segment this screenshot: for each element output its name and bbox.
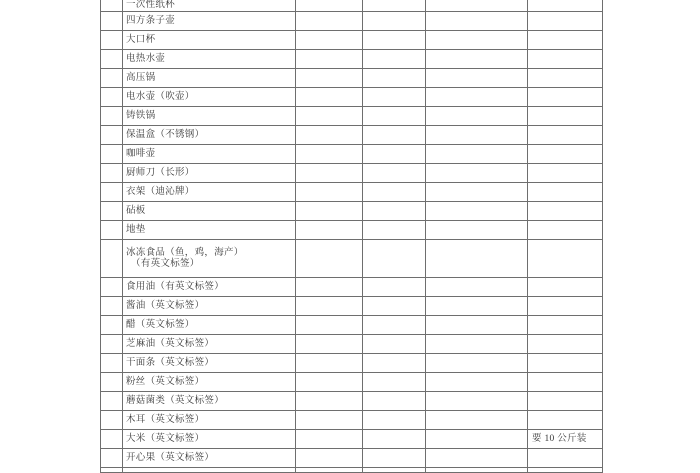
seq-cell — [101, 468, 123, 473]
item-name-cell — [123, 297, 296, 316]
empty-cell — [296, 88, 363, 107]
empty-cell — [296, 297, 363, 316]
note-cell — [528, 221, 603, 240]
seq-cell — [101, 69, 123, 88]
empty-cell — [296, 335, 363, 354]
empty-cell — [296, 240, 363, 278]
seq-cell — [101, 50, 123, 69]
empty-cell — [363, 430, 426, 449]
empty-cell — [426, 31, 528, 50]
item-name-text: 保温盒（不锈钢） — [126, 129, 205, 140]
item-name-text: 衣架（迪沁牌） — [126, 186, 195, 197]
table-row — [101, 50, 603, 69]
empty-cell — [296, 221, 363, 240]
packing-table-body — [101, 0, 603, 473]
item-name-text: 酱油（英文标签） — [126, 300, 205, 311]
note-cell — [528, 183, 603, 202]
empty-cell — [363, 335, 426, 354]
empty-cell — [296, 430, 363, 449]
seq-cell — [101, 392, 123, 411]
empty-cell — [363, 240, 426, 278]
empty-cell — [296, 468, 363, 473]
note-cell — [528, 449, 603, 468]
empty-cell — [296, 183, 363, 202]
seq-cell — [101, 12, 123, 31]
item-name-cell — [123, 468, 296, 473]
empty-cell — [296, 278, 363, 297]
empty-cell — [426, 12, 528, 31]
seq-cell — [101, 31, 123, 50]
note-cell — [528, 316, 603, 335]
note-cell — [528, 430, 603, 449]
item-name-cell — [123, 354, 296, 373]
seq-cell — [101, 88, 123, 107]
item-name-text: 一次性纸杯 — [126, 0, 176, 10]
table-row — [101, 335, 603, 354]
item-name-text: 开心果（英文标签） — [126, 452, 215, 463]
table-row — [101, 107, 603, 126]
table-row — [101, 202, 603, 221]
empty-cell — [426, 202, 528, 221]
empty-cell — [363, 221, 426, 240]
empty-cell — [296, 126, 363, 145]
item-name-cell — [123, 164, 296, 183]
item-name-cell — [123, 0, 296, 12]
seq-cell — [101, 164, 123, 183]
empty-cell — [426, 88, 528, 107]
item-name-cell — [123, 202, 296, 221]
empty-cell — [363, 31, 426, 50]
note-cell — [528, 278, 603, 297]
note-cell — [528, 297, 603, 316]
item-name-text: 四方条子壶 — [126, 15, 176, 26]
seq-cell — [101, 278, 123, 297]
empty-cell — [363, 126, 426, 145]
empty-cell — [426, 297, 528, 316]
item-name-cell — [123, 316, 296, 335]
seq-cell — [101, 202, 123, 221]
table-row — [101, 88, 603, 107]
empty-cell — [426, 449, 528, 468]
note-cell — [528, 392, 603, 411]
empty-cell — [363, 449, 426, 468]
item-name-text: 电热水壶 — [126, 53, 166, 64]
seq-cell — [101, 335, 123, 354]
item-name-cell — [123, 335, 296, 354]
item-name-cell — [123, 430, 296, 449]
seq-cell — [101, 183, 123, 202]
table-row — [101, 164, 603, 183]
seq-cell — [101, 221, 123, 240]
item-name-text: 木耳（英文标签） — [126, 414, 205, 425]
item-name-cell — [123, 107, 296, 126]
item-name-text-line2: （有英文标签） — [131, 258, 200, 269]
note-cell — [528, 31, 603, 50]
empty-cell — [363, 0, 426, 12]
empty-cell — [363, 145, 426, 164]
empty-cell — [296, 145, 363, 164]
seq-cell — [101, 107, 123, 126]
note-cell — [528, 411, 603, 430]
empty-cell — [363, 183, 426, 202]
table-row — [101, 430, 603, 449]
empty-cell — [363, 88, 426, 107]
empty-cell — [296, 449, 363, 468]
empty-cell — [426, 468, 528, 473]
table-row — [101, 31, 603, 50]
empty-cell — [426, 240, 528, 278]
note-cell — [528, 202, 603, 221]
table-row — [101, 468, 603, 473]
table-row — [101, 411, 603, 430]
item-name-text: 干面条（英文标签） — [126, 357, 215, 368]
empty-cell — [426, 164, 528, 183]
seq-cell — [101, 0, 123, 12]
item-name-text: 食用油（有英文标签） — [126, 281, 225, 292]
empty-cell — [363, 69, 426, 88]
seq-cell — [101, 449, 123, 468]
seq-cell — [101, 316, 123, 335]
empty-cell — [426, 316, 528, 335]
empty-cell — [296, 354, 363, 373]
seq-cell — [101, 373, 123, 392]
empty-cell — [296, 107, 363, 126]
empty-cell — [363, 373, 426, 392]
empty-cell — [426, 392, 528, 411]
note-cell — [528, 468, 603, 473]
item-name-cell — [123, 411, 296, 430]
note-cell — [528, 88, 603, 107]
item-name-cell — [123, 221, 296, 240]
note-text: 要 10 公斤装 — [532, 433, 587, 444]
table-row — [101, 373, 603, 392]
table-row — [101, 278, 603, 297]
item-name-cell — [123, 183, 296, 202]
packing-list-table — [100, 0, 603, 473]
empty-cell — [296, 392, 363, 411]
note-cell — [528, 164, 603, 183]
empty-cell — [363, 12, 426, 31]
note-cell — [528, 126, 603, 145]
item-name-text: 芝麻油（英文标签） — [126, 338, 215, 349]
note-cell — [528, 240, 603, 278]
item-name-text: 粉丝（英文标签） — [126, 376, 205, 387]
empty-cell — [363, 411, 426, 430]
empty-cell — [296, 373, 363, 392]
empty-cell — [363, 297, 426, 316]
empty-cell — [363, 354, 426, 373]
table-row — [101, 183, 603, 202]
empty-cell — [363, 468, 426, 473]
table-row — [101, 12, 603, 31]
empty-cell — [426, 430, 528, 449]
note-cell — [528, 335, 603, 354]
note-cell — [528, 373, 603, 392]
note-cell — [528, 145, 603, 164]
item-name-text: 大米（英文标签） — [126, 433, 205, 444]
empty-cell — [363, 202, 426, 221]
table-row — [101, 126, 603, 145]
item-name-cell — [123, 31, 296, 50]
item-name-text: 高压锅 — [126, 72, 156, 83]
empty-cell — [296, 316, 363, 335]
table-row — [101, 354, 603, 373]
item-name-cell — [123, 373, 296, 392]
table-row — [101, 240, 603, 278]
empty-cell — [426, 107, 528, 126]
empty-cell — [426, 0, 528, 12]
empty-cell — [426, 373, 528, 392]
item-name-text: 厨师刀（长形） — [126, 167, 195, 178]
empty-cell — [296, 31, 363, 50]
empty-cell — [426, 69, 528, 88]
empty-cell — [296, 12, 363, 31]
item-name-text: 电水壶（吹壶） — [126, 91, 195, 102]
item-name-cell — [123, 449, 296, 468]
empty-cell — [363, 392, 426, 411]
table-row — [101, 297, 603, 316]
table-row — [101, 69, 603, 88]
note-cell — [528, 0, 603, 12]
empty-cell — [296, 69, 363, 88]
item-name-text: 砧板 — [126, 205, 146, 216]
seq-cell — [101, 297, 123, 316]
item-name-cell — [123, 126, 296, 145]
item-name-cell — [123, 69, 296, 88]
empty-cell — [296, 164, 363, 183]
note-cell — [528, 12, 603, 31]
seq-cell — [101, 240, 123, 278]
item-name-cell — [123, 12, 296, 31]
item-name-text: 醋（英文标签） — [126, 319, 195, 330]
empty-cell — [426, 354, 528, 373]
table-row — [101, 221, 603, 240]
empty-cell — [363, 164, 426, 183]
item-name-cell — [123, 240, 296, 278]
empty-cell — [363, 107, 426, 126]
empty-cell — [426, 126, 528, 145]
table-row — [101, 0, 603, 12]
seq-cell — [101, 126, 123, 145]
item-name-text: 咖啡壶 — [126, 148, 156, 159]
note-cell — [528, 50, 603, 69]
empty-cell — [296, 411, 363, 430]
item-name-text: 大口杯 — [126, 34, 156, 45]
note-cell — [528, 354, 603, 373]
item-name-cell — [123, 145, 296, 164]
note-cell — [528, 107, 603, 126]
table-row — [101, 316, 603, 335]
empty-cell — [426, 183, 528, 202]
empty-cell — [426, 221, 528, 240]
table-row — [101, 392, 603, 411]
seq-cell — [101, 411, 123, 430]
seq-cell — [101, 430, 123, 449]
empty-cell — [426, 278, 528, 297]
empty-cell — [426, 335, 528, 354]
empty-cell — [426, 145, 528, 164]
empty-cell — [363, 50, 426, 69]
empty-cell — [296, 202, 363, 221]
empty-cell — [296, 0, 363, 12]
empty-cell — [363, 316, 426, 335]
empty-cell — [426, 411, 528, 430]
item-name-text: 地垫 — [126, 224, 146, 235]
item-name-cell — [123, 88, 296, 107]
item-name-text: 冰冻食品（鱼，鸡，海产） — [126, 247, 244, 258]
item-name-text: 蘑菇菌类（英文标签） — [126, 395, 225, 406]
item-name-cell — [123, 278, 296, 297]
item-name-text: 铸铁锅 — [126, 110, 156, 121]
table-row — [101, 145, 603, 164]
empty-cell — [296, 50, 363, 69]
item-name-cell — [123, 50, 296, 69]
seq-cell — [101, 145, 123, 164]
empty-cell — [363, 278, 426, 297]
item-name-cell — [123, 392, 296, 411]
seq-cell — [101, 354, 123, 373]
note-cell — [528, 69, 603, 88]
table-row — [101, 449, 603, 468]
empty-cell — [426, 50, 528, 69]
